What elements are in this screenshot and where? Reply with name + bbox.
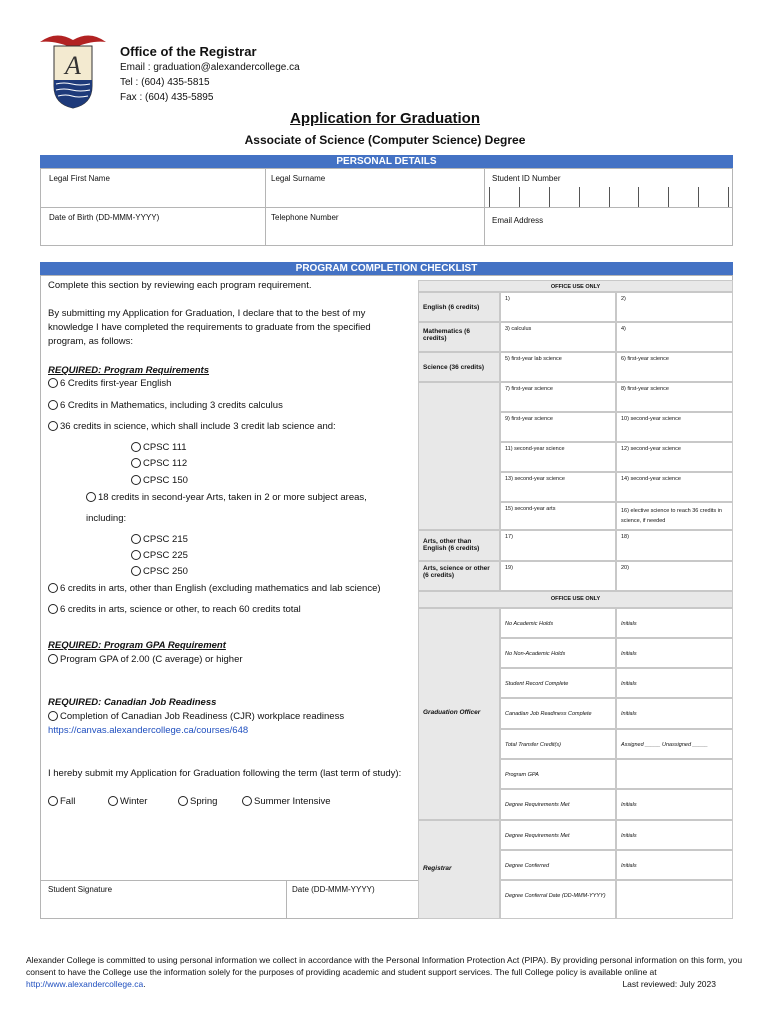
- term-fall: Fall: [48, 795, 75, 809]
- office-cell[interactable]: 4): [616, 322, 733, 352]
- office-row-a: Canadian Job Readiness Complete: [500, 698, 616, 729]
- dob-field[interactable]: [49, 224, 259, 244]
- submit-text: I hereby submit my Application for Graduation following the term (last term of study):: [48, 768, 402, 779]
- office-row-a: Student Record Complete: [500, 668, 616, 698]
- email-label: Email Address: [492, 216, 544, 225]
- privacy-notice: Alexander College is committed to using personal information we collect in accordance with the Personal Information Protection Act (PIPA). By providing personal information on this form, you consent to have the College use the information solely for the purposes of providing academic and student support services. The full College policy is available online at http://www.alexandercollege.ca. Last reviewed: July 2023: [26, 955, 743, 989]
- term-spring: Spring: [178, 795, 217, 809]
- req-english: 6 Credits first-year English: [48, 377, 171, 391]
- phone-label: Telephone Number: [271, 213, 339, 222]
- arts-60-radio[interactable]: [48, 604, 58, 614]
- arts-18-radio[interactable]: [86, 492, 96, 502]
- first-name-field[interactable]: [49, 185, 259, 205]
- cjr-radio[interactable]: [48, 711, 58, 721]
- cpsc-112: CPSC 112: [131, 457, 187, 471]
- first-name-label: Legal First Name: [49, 174, 110, 183]
- office-use-heading: OFFICE USE ONLY: [418, 280, 733, 292]
- cpsc-111-radio[interactable]: [131, 442, 141, 452]
- office-row-a: Total Transfer Credit(s): [500, 729, 616, 759]
- office-row-a: Degree Requirements Met: [500, 820, 616, 850]
- privacy-text: Alexander College is committed to using personal information we collect in accordance with the Personal Information Protection Act (PIPA). By providing personal information on this form, you consent to have the College use the information solely for the purposes of providing academic and student support services. The full College policy is available online at: [26, 955, 743, 977]
- checklist-intro: Complete this section by reviewing each program requirement.: [48, 280, 312, 291]
- college-link[interactable]: http://www.alexandercollege.ca: [26, 979, 144, 989]
- winter-radio[interactable]: [108, 796, 118, 806]
- surname-label: Legal Surname: [271, 174, 326, 183]
- req-gpa: Program GPA of 2.00 (C average) or higher: [48, 653, 243, 667]
- req-math: 6 Credits in Mathematics, including 3 credits calculus: [48, 399, 283, 413]
- surname-field[interactable]: [271, 185, 477, 205]
- term-winter: Winter: [108, 795, 147, 809]
- office-row-b[interactable]: Initials: [616, 668, 733, 698]
- req-cjr-heading: REQUIRED: Canadian Job Readiness: [48, 697, 217, 708]
- page-subtitle: Associate of Science (Computer Science) Degree: [244, 133, 526, 147]
- office-cell[interactable]: 7) first-year science: [500, 382, 616, 412]
- term-summer: Summer Intensive: [242, 795, 331, 809]
- page-title: Application for Graduation: [290, 110, 480, 127]
- office-email: Email : graduation@alexandercollege.ca: [120, 62, 300, 73]
- cpsc-215-radio[interactable]: [131, 534, 141, 544]
- cjr-link[interactable]: https://canvas.alexandercollege.ca/courses/648: [48, 725, 249, 736]
- science-label: Science (36 credits): [418, 352, 500, 382]
- office-cell[interactable]: 1): [500, 292, 616, 322]
- office-row-b[interactable]: [616, 880, 733, 919]
- math-label: Mathematics (6 credits): [418, 322, 500, 352]
- cpsc-112-radio[interactable]: [131, 458, 141, 468]
- cpsc-225: CPSC 225: [131, 549, 188, 563]
- office-cell[interactable]: 8) first-year science: [616, 382, 733, 412]
- fall-radio[interactable]: [48, 796, 58, 806]
- arts-18: 18 credits in second-year Arts, taken in 2 or more subject areas,: [86, 491, 367, 505]
- personal-details-box: [40, 168, 733, 246]
- english-label: English (6 credits): [418, 292, 500, 322]
- office-title: Office of the Registrar: [120, 44, 257, 59]
- arts-sci-label: Arts, science or other (6 credits): [418, 561, 500, 591]
- cpsc-250-radio[interactable]: [131, 566, 141, 576]
- office-cell[interactable]: 6) first-year science: [616, 352, 733, 382]
- arts-60: 6 credits in arts, science or other, to reach 60 credits total: [48, 603, 301, 617]
- english-radio[interactable]: [48, 378, 58, 388]
- student-id-field[interactable]: [489, 187, 729, 207]
- req-gpa-heading: REQUIRED: Program GPA Requirement: [48, 640, 226, 651]
- office-row-b[interactable]: Assigned _____ Unassigned _____: [616, 729, 733, 759]
- office-row-a: Degree Conferral Date (DD-MMM-YYYY): [500, 880, 616, 919]
- req-program-heading: REQUIRED: Program Requirements: [48, 365, 210, 376]
- office-cell[interactable]: 12) second-year science: [616, 442, 733, 472]
- dob-label: Date of Birth (DD-MMM-YYYY): [49, 213, 160, 222]
- office-row-b[interactable]: Initials: [616, 850, 733, 880]
- arts-6-radio[interactable]: [48, 583, 58, 593]
- personal-heading: PERSONAL DETAILS: [40, 155, 733, 168]
- checklist-heading: PROGRAM COMPLETION CHECKLIST: [40, 262, 733, 275]
- office-row-b[interactable]: Initials: [616, 638, 733, 668]
- office-cell[interactable]: 11) second-year science: [500, 442, 616, 472]
- science-radio[interactable]: [48, 421, 58, 431]
- cpsc-150-radio[interactable]: [131, 475, 141, 485]
- arts-6: 6 credits in arts, other than English (excluding mathematics and lab science): [48, 582, 381, 596]
- office-cell[interactable]: 2): [616, 292, 733, 322]
- registrar-label: Registrar: [418, 820, 500, 919]
- cpsc-250: CPSC 250: [131, 565, 188, 579]
- office-cell[interactable]: 15) second-year arts: [500, 502, 616, 530]
- summer-radio[interactable]: [242, 796, 252, 806]
- signature-date-label: Date (DD-MMM-YYYY): [292, 885, 375, 894]
- signature-row: [40, 880, 418, 920]
- signature-field[interactable]: [48, 895, 280, 917]
- office-cell[interactable]: 18): [616, 530, 733, 561]
- svg-text:A: A: [65, 51, 81, 80]
- office-cell[interactable]: 16) elective science to reach 36 credits in science, if needed: [616, 502, 733, 530]
- office-cell[interactable]: 5) first-year lab science: [500, 352, 616, 382]
- office-use-heading-2: OFFICE USE ONLY: [418, 591, 733, 608]
- signature-date-field[interactable]: [292, 895, 412, 917]
- req-science: 36 credits in science, which shall include 3 credit lab science and:: [48, 420, 336, 434]
- office-row-b[interactable]: Initials: [616, 820, 733, 850]
- email-field[interactable]: [492, 227, 728, 243]
- arts-other-label: Arts, other than English (6 credits): [418, 530, 500, 561]
- office-cell[interactable]: 10) second-year science: [616, 412, 733, 442]
- office-fax: Fax : (604) 435-5895: [120, 92, 214, 103]
- office-cell[interactable]: 3) calculus: [500, 322, 616, 352]
- office-row-a: No Non-Academic Holds: [500, 638, 616, 668]
- office-row-b[interactable]: Initials: [616, 608, 733, 638]
- student-id-label: Student ID Number: [492, 174, 561, 183]
- office-row-b[interactable]: Initials: [616, 789, 733, 820]
- req-cjr: Completion of Canadian Job Readiness (CJR) workplace readiness: [48, 710, 344, 724]
- cpsc-215: CPSC 215: [131, 533, 188, 547]
- signature-label: Student Signature: [48, 885, 113, 894]
- cpsc-225-radio[interactable]: [131, 550, 141, 560]
- office-cell[interactable]: 20): [616, 561, 733, 591]
- office-row-a: Degree Conferred: [500, 850, 616, 880]
- office-row-a: Program GPA: [500, 759, 616, 789]
- office-tel: Tel : (604) 435-5815: [120, 77, 210, 88]
- office-cell[interactable]: 19): [500, 561, 616, 591]
- office-cell[interactable]: 13) second-year science: [500, 472, 616, 502]
- phone-field[interactable]: [271, 224, 477, 244]
- science-spacer: [418, 382, 500, 530]
- office-row-b[interactable]: Initials: [616, 698, 733, 729]
- cpsc-150: CPSC 150: [131, 474, 188, 488]
- office-cell[interactable]: 17): [500, 530, 616, 561]
- office-cell[interactable]: 9) first-year science: [500, 412, 616, 442]
- spring-radio[interactable]: [178, 796, 188, 806]
- math-radio[interactable]: [48, 400, 58, 410]
- office-row-a: No Academic Holds: [500, 608, 616, 638]
- office-row-b[interactable]: [616, 759, 733, 789]
- grad-officer-label: Graduation Officer: [418, 608, 500, 820]
- cpsc-111: CPSC 111: [131, 441, 186, 455]
- gpa-radio[interactable]: [48, 654, 58, 664]
- including-label: including:: [86, 513, 127, 524]
- last-reviewed: Last reviewed: July 2023: [622, 979, 716, 989]
- declaration-text: By submitting my Application for Graduation, I declare that to the best of my knowledge I have completed the requirements to graduate from the specified program, as follows:: [48, 308, 371, 347]
- college-logo: [36, 28, 110, 110]
- office-row-a: Degree Requirements Met: [500, 789, 616, 820]
- office-cell[interactable]: 14) second-year science: [616, 472, 733, 502]
